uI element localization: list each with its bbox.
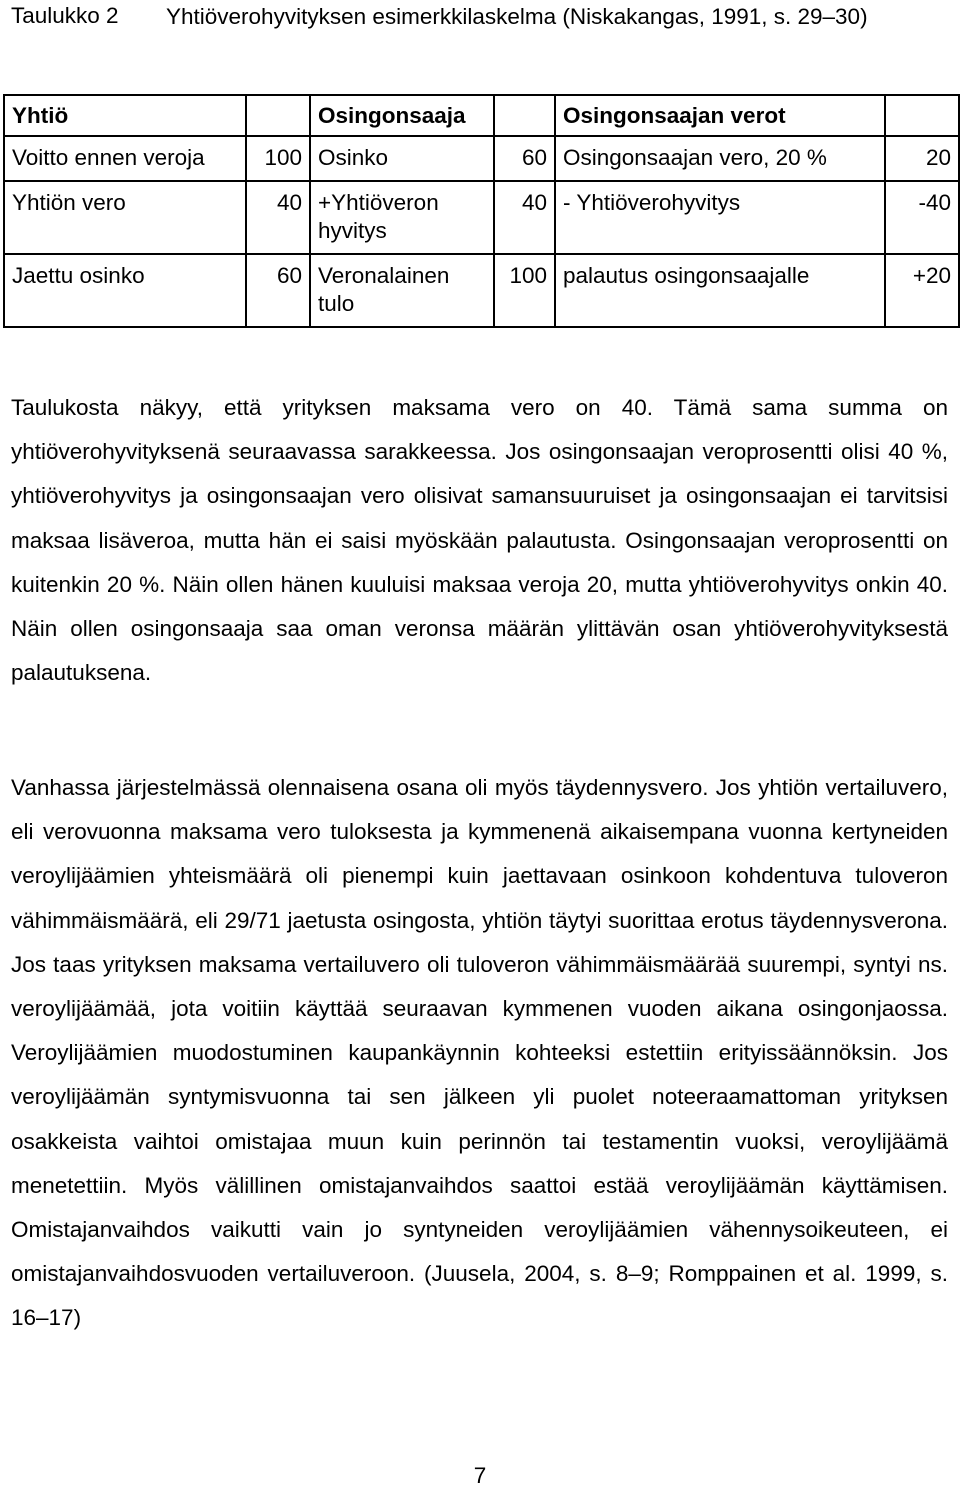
table-cell: Veronalainen tulo [310,254,494,327]
header-dividend-recipient: Osingonsaaja [310,95,494,136]
table-cell: 40 [246,181,310,254]
table-cell: +20 [885,254,959,327]
table-cell: Jaettu osinko [4,254,246,327]
table-cell: Osinko [310,136,494,181]
table-row [4,254,959,327]
table-cell: 100 [494,254,555,327]
body-paragraph: Taulukosta näkyy, että yrityksen maksama vero on 40. Tämä sama summa on yhtiöverohyvityksenä seuraavassa sarakkeessa. Jos osingonsaajan veroprosentti olisi 40 %, yhtiöverohyvitys ja osingonsaajan vero olisivat samansuuruiset ja osingonsaajan ei tarvitsisi maksaa lisäveroa, mutta hän ei saisi myöskään palautusta. Osingonsaajan veroprosentti on kuitenkin 20 %. Näin ollen hänen kuuluisi maksaa veroja 20, mutta yhtiöverohyvitys onkin 40. Näin ollen osingonsaaja saa oman veronsa määrän ylittävän osan yhtiöverohyvityksestä palautuksena. [11,395,948,686]
table-cell: 100 [246,136,310,181]
body-paragraph: Vanhassa järjestelmässä olennaisena osana oli myös täydennysvero. Jos yhtiön vertailuvero, eli verovuonna maksama vero tuloksesta ja kymmenenä aikaisempana vuonna kertyneiden veroylijäämien yhteismäärä oli pienempi kuin jaettavaan osinkoon kohdentuva tuloveron vähimmäismäärä, eli 29/71 jaetusta osingosta, yhtiön täytyi suorittaa erotus täydennysverona. Jos taas yrityksen maksama vertailuvero oli tuloveron vähimmäismäärää suurempi, syntyi ns. veroylijäämää, jota voitiin käyttää seuraavan kymmenen vuoden aikana osingonjaossa. Veroylijäämien muodostuminen kaupankäynnin kohteeksi estettiin erityissäännöksin. Jos veroylijäämän syntymisvuonna tai sen jälkeen yli puolet noteeraamattoman yrityksen osakkeista vaihtoi omistajaa muun kuin perinnön tai testamentin vuoksi, veroylijäämä menetettiin. Myös välillinen omistajanvaihdos saattoi estää veroylijäämän käyttämisen. Omistajanvaihdos vaikutti vain jo syntyneiden veroylijäämien vähennysoikeuteen, ei omistajanvaihdosvuoden vertailuveroon. (Juusela, 2004, s. 8–9; Romppainen et al. 1999, s. 16–17) [11,775,948,1331]
header-company-value [246,95,310,136]
header-recipient-taxes: Osingonsaajan verot [555,95,885,136]
header-recipient-taxes-value [885,95,959,136]
table-cell: Yhtiön vero [4,181,246,254]
table-cell: +Yhtiöveron hyvitys [310,181,494,254]
page-number: 7 [473,1463,487,1488]
header-company: Yhtiö [4,95,246,136]
table-header-row [4,95,959,136]
header-dividend-recipient-value [494,95,555,136]
caption-label: Taulukko 2 [11,3,119,28]
table-cell: 60 [494,136,555,181]
table-row [4,181,959,254]
table-cell: Osingonsaajan vero, 20 % [555,136,885,181]
table-cell: palautus osingonsaajalle [555,254,885,327]
table-cell: 40 [494,181,555,254]
table-cell: -40 [885,181,959,254]
caption-title: Yhtiöverohyvityksen esimerkkilaskelma (Niskakangas, 1991, s. 29–30) [166,4,868,29]
table-cell: - Yhtiöverohyvitys [555,181,885,254]
tax-credit-table [3,94,960,328]
table-cell: 60 [246,254,310,327]
table-cell: Voitto ennen veroja [4,136,246,181]
table-cell: 20 [885,136,959,181]
table-row [4,136,959,181]
